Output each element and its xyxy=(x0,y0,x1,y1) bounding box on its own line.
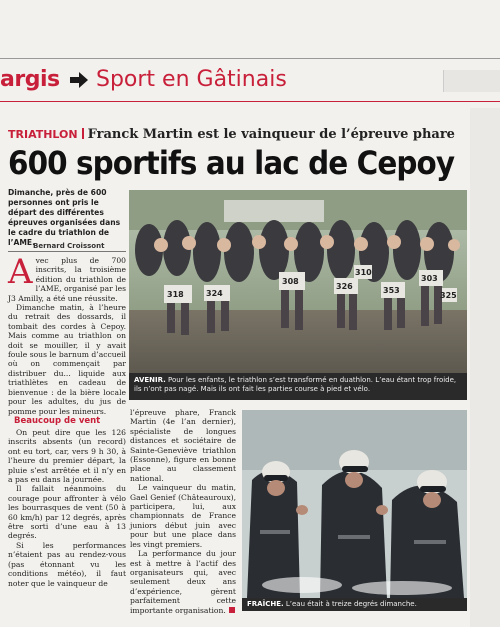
bib-number: 324 xyxy=(206,289,223,298)
paragraph: vec plus de 700 inscrits, la troisième édition du triathlon de l’AME, organisé par les J3 Amilly, a été une réussite. xyxy=(8,256,127,303)
dropcap: A xyxy=(8,252,33,292)
bib-number: 303 xyxy=(421,274,438,283)
adjacent-page-strip xyxy=(470,108,500,627)
paragraph: On peut dire que les 126 inscrits absents (un record) ont eu tort, car, vers 9 h 30, à l’heure du premier départ, la pluie s’est arrêtée et il n’y en a pas eu dans la journée. xyxy=(8,428,126,485)
paragraph: Il fallait néanmoins du courage pour affronter à vélo les bourrasques de vent (50 à 60 km/h) par 12 degrés, après être sorti d’une eau à 13 degrés. xyxy=(8,484,126,541)
bib-number: 326 xyxy=(336,282,353,291)
photo-caption xyxy=(129,373,467,400)
caption-text: Pour les enfants, le triathlon s’est transformé en duathlon. L’eau étant trop froide, ils n’ont pas nagé. Mais ils ont fait les parties course à pied et vélo. xyxy=(134,376,457,393)
photo-caption xyxy=(242,598,467,611)
bib-number: 308 xyxy=(282,277,299,286)
photo-swimmers-image xyxy=(242,410,467,598)
arrow-right-icon xyxy=(68,71,90,89)
header-right-box xyxy=(443,70,500,92)
headline: 600 sportifs au lac de Cepoy xyxy=(8,144,455,182)
subhead: Beaucoup de vent xyxy=(14,416,101,426)
bib-number: 325 xyxy=(440,291,457,300)
caption-text: L’eau était à treize degrés dimanche. xyxy=(285,600,417,608)
photo-children-race xyxy=(129,190,467,373)
bib-number: 310 xyxy=(355,268,372,277)
paragraph: Dimanche matin, à l’heure du retrait des dossards, il tombait des cordes à Cepoy. Mais comme au triathlon on doit se mouiller, il y avait foule sous le barnum d’accueil où on commençait par distribuer du... liquide aux triathlètes en cadeau de bienvenue : de la bière locale pour les adultes, du jus de pomme pour les mineurs. xyxy=(8,303,126,416)
kicker-bar xyxy=(82,128,84,139)
kicker-tag: TRIATHLON xyxy=(8,128,78,141)
paragraph xyxy=(130,549,236,615)
paragraph: l’épreuve phare, Franck Martin (4e l’an dernier), spécialiste de longues distances et sociétaire de Sainte-Geneviève triathlon (Essonne), figure en bonne place au classement national. xyxy=(130,408,236,483)
bib-number: 318 xyxy=(167,290,184,299)
paragraph: Le vainqueur du matin, Gael Genief (Châteauroux), participera, lui, aux championnats de France juniors début juin avec pour but une place dans les vingt premiers. xyxy=(130,483,236,549)
column-2 xyxy=(130,408,236,615)
photo-children-race-image xyxy=(129,190,467,373)
bib-number: 353 xyxy=(383,286,400,295)
end-of-article-mark xyxy=(229,607,235,613)
section-header xyxy=(0,62,500,100)
paragraph-text: La performance du jour est à mettre à l’actif des organisateurs qui, avec seulement deux ans d’expérience, gèrent parfaitement cette importante organisation. xyxy=(130,549,236,615)
header-town: argis xyxy=(0,67,60,92)
header-section: Sport en Gâtinais xyxy=(96,67,287,92)
chapo: Dimanche, près de 600 personnes ont pris le départ des différentes épreuves organisées dans le cadre du triathlon de l’AME. xyxy=(8,188,121,247)
paragraph: Si les performances n’étaient pas au rendez-vous (pas étonnant vu les conditions météo), il faut noter que le vainqueur de xyxy=(8,540,126,588)
kicker xyxy=(8,127,455,142)
caption-tag: AVENIR. xyxy=(134,376,166,384)
kicker-text: Franck Martin est le vainqueur de l’épreuve phare xyxy=(87,127,455,142)
author-byline: Bernard Croissont xyxy=(33,242,105,250)
photo-swimmers xyxy=(242,410,467,598)
header-rule xyxy=(0,101,500,102)
top-rule xyxy=(0,58,500,59)
caption-tag: FRAÎCHE. xyxy=(247,600,284,608)
column-1 xyxy=(8,252,127,416)
column-1-continued xyxy=(8,428,126,588)
